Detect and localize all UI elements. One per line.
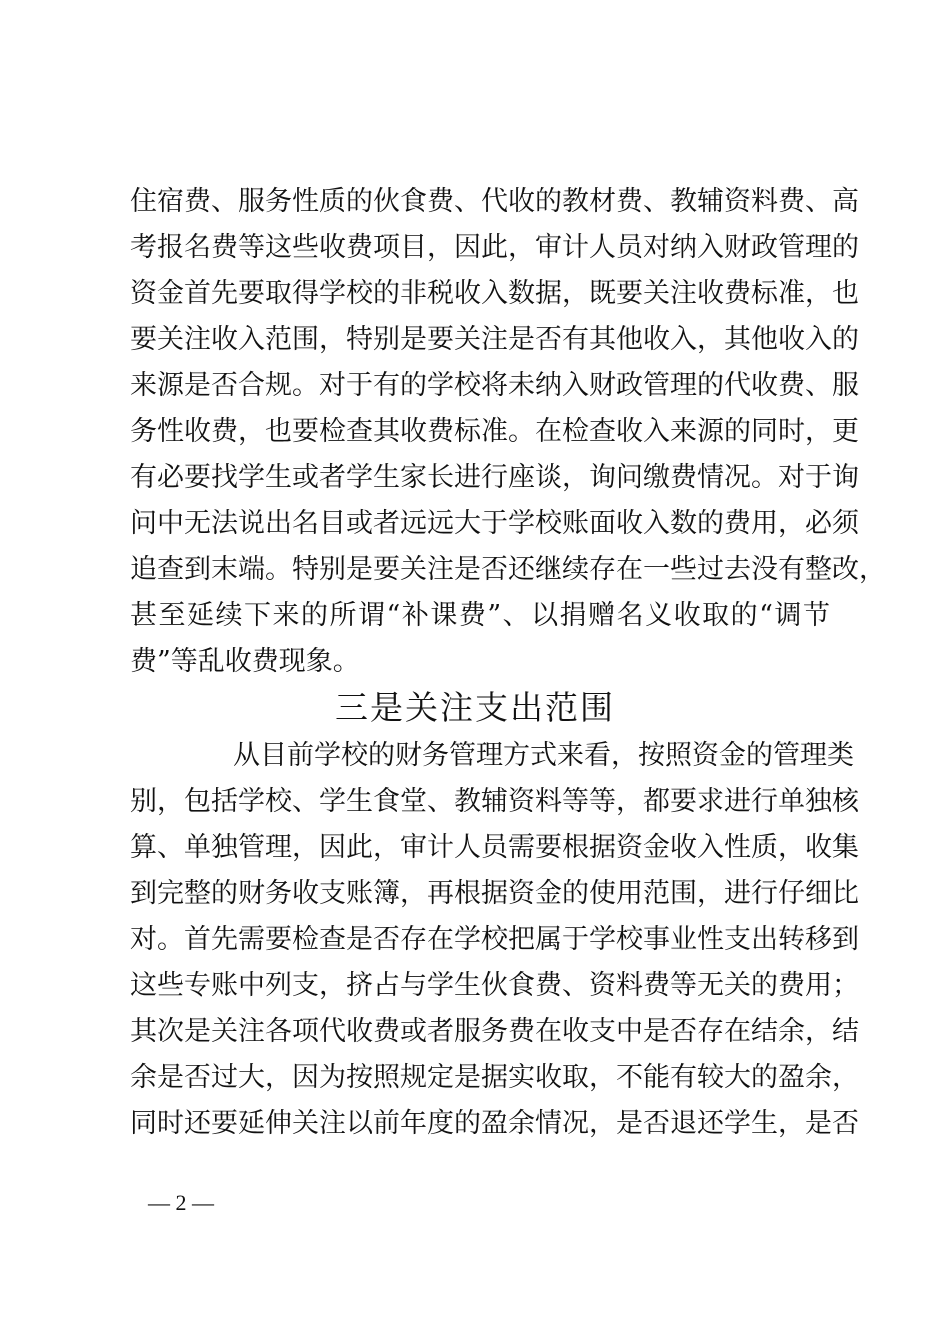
paragraph1-line: 住宿费、服务性质的伙食费、代收的教材费、教辅资料费、高 bbox=[130, 186, 859, 217]
paragraph2-line: 同时还要延伸关注以前年度的盈余情况，是否退还学生，是否 bbox=[130, 1108, 859, 1139]
paragraph1-line: 追查到末端。特别是要关注是否还继续存在一些过去没有整改， bbox=[130, 554, 886, 585]
section-heading: 三是关注支出范围 bbox=[335, 688, 615, 727]
page-number: — 2 — bbox=[148, 1190, 214, 1215]
paragraph2-line: 到完整的财务收支账簿，再根据资金的使用范围，进行仔细比 bbox=[130, 878, 859, 909]
paragraph2-line: 别，包括学校、学生食堂、教辅资料等等，都要求进行单独核 bbox=[130, 786, 859, 817]
paragraph2-line: 对。首先需要检查是否存在学校把属于学校事业性支出转移到 bbox=[130, 924, 859, 955]
paragraph2-line: 算、单独管理，因此，审计人员需要根据资金收入性质，收集 bbox=[130, 832, 859, 863]
paragraph1-line: 费”等乱收费现象。 bbox=[130, 646, 360, 677]
paragraph1-line: 有必要找学生或者学生家长进行座谈，询问缴费情况。对于询 bbox=[130, 462, 859, 493]
paragraph1-line: 资金首先要取得学校的非税收入数据，既要关注收费标准，也 bbox=[130, 278, 859, 309]
paragraph1-line: 来源是否合规。对于有的学校将未纳入财政管理的代收费、服 bbox=[130, 370, 859, 401]
paragraph1-line: 要关注收入范围，特别是要关注是否有其他收入，其他收入的 bbox=[130, 324, 859, 355]
paragraph2-line: 这些专账中列支，挤占与学生伙食费、资料费等无关的费用； bbox=[130, 970, 859, 1001]
paragraph1-line: 务性收费，也要检查其收费标准。在检查收入来源的同时，更 bbox=[130, 416, 859, 447]
paragraph1-line: 问中无法说出名目或者远远大于学校账面收入数的费用，必须 bbox=[130, 508, 859, 539]
paragraph1-line: 甚至延续下来的所谓“补课费”、以捐赠名义收取的“调节 bbox=[130, 600, 830, 631]
paragraph1-line: 考报名费等这些收费项目，因此，审计人员对纳入财政管理的 bbox=[130, 232, 859, 263]
paragraph2-line: 余是否过大，因为按照规定是据实收取，不能有较大的盈余， bbox=[130, 1062, 859, 1093]
paragraph2-line: 从目前学校的财务管理方式来看，按照资金的管理类 bbox=[233, 740, 854, 771]
paragraph2-line: 其次是关注各项代收费或者服务费在收支中是否存在结余，结 bbox=[130, 1016, 859, 1047]
